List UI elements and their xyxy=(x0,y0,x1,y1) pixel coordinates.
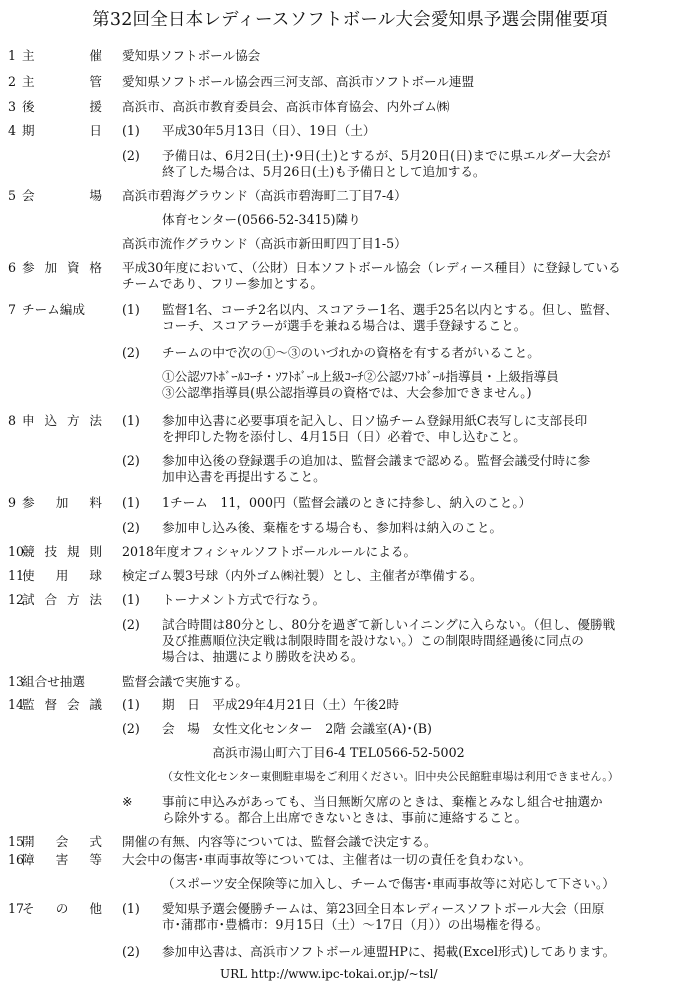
item-text: ら除外する。都合上出席できないときは、事前に連絡すること。 xyxy=(162,810,528,825)
item-number: 2 xyxy=(8,74,17,89)
item-label: 主 管 xyxy=(22,74,102,89)
sub-mark: (1) xyxy=(122,123,140,138)
item-text: 開催の有無、内容等については、監督会議で決定する。 xyxy=(122,834,437,849)
item-text: ③公認準指導員(県公認指導員の資格では、大会参加できません。) xyxy=(162,385,532,400)
item-label: 組合せ抽選 xyxy=(22,674,85,689)
item-number: 7 xyxy=(8,302,17,317)
item-text: 大会中の傷害･車両事故等については、主催者は一切の責任を負わない。 xyxy=(122,852,532,867)
item-number: 10 xyxy=(8,544,25,559)
item-text: 高浜市、高浜市教育委員会、高浜市体育協会、内外ゴム㈱ xyxy=(122,99,450,114)
item-text: 愛知県予選会優勝チームは、第23回全日本レディースソフトボール大会（田原 xyxy=(162,901,605,916)
item-number: 8 xyxy=(8,413,17,428)
item-text: 期 日 平成29年4月21日（土）午後2時 xyxy=(162,697,399,712)
sub-mark: (1) xyxy=(122,592,140,607)
item-label: 参 加 資 格 xyxy=(22,260,102,275)
item-number: 1 xyxy=(8,48,17,63)
item-text: 終了した場合は、5月26日(土)も予備日として追加する。 xyxy=(162,164,486,179)
item-label: 主 催 xyxy=(22,48,102,63)
sub-mark: (2) xyxy=(122,520,140,535)
item-label: 開 会 式 xyxy=(22,834,102,849)
item-text: を押印した物を添付し、4月15日（日）必着で、申し込むこと。 xyxy=(162,429,526,444)
item-number: 14 xyxy=(8,697,25,712)
sub-mark: ※ xyxy=(122,794,133,809)
item-text: チームの中で次の①～③のいづれかの資格を有する者がいること。 xyxy=(162,345,540,360)
item-text: 市･蒲郡市･豊橋市：9月15日（土）～17日（月））の出場権を得る。 xyxy=(162,917,549,932)
item-text: 体育センター(0566-52-3415)隣り xyxy=(162,212,361,227)
parking-note: （女性文化センター東側駐車場をご利用ください。旧中央公民館駐車場は利用できません。） xyxy=(162,770,619,783)
item-text: コーチ、スコアラーが選手を兼ねる場合は、選手登録すること。 xyxy=(162,318,527,333)
sub-mark: (1) xyxy=(122,901,140,916)
item-text: 愛知県ソフトボール協会 xyxy=(122,48,261,63)
sub-mark: (2) xyxy=(122,453,140,468)
item-number: 9 xyxy=(8,495,17,510)
item-label: 監 督 会 議 xyxy=(22,697,102,712)
item-number: 17 xyxy=(8,901,25,916)
item-text: 参加申し込み後、棄権をする場合も、参加料は納入のこと。 xyxy=(162,520,503,535)
item-text: 試合時間は80分とし、80分を過ぎて新しいイニングに入らない。（但し、優勝戦 xyxy=(162,617,616,632)
item-text: ①公認ｿﾌﾄﾎﾞｰﾙｺｰﾁ・ｿﾌﾄﾎﾞｰﾙ上級ｺｰﾁ②公認ｿﾌﾄﾎﾞｰﾙ指導員・上級指導員 xyxy=(162,369,559,384)
item-text: 参加申込書に必要事項を記入し、日ソ協チーム登録用紙C表写しに支部長印 xyxy=(162,413,588,428)
item-text: 事前に申込みがあっても、当日無断欠席のときは、棄権とみなし組合せ抽選か xyxy=(162,794,603,809)
item-text: 予備日は、6月2日(土)･9日(土)とするが、5月20日(日)までに県エルダー大会が xyxy=(162,148,611,163)
item-number: 5 xyxy=(8,188,17,203)
item-text: 高浜市流作グラウンド（高浜市新田町四丁目1-5） xyxy=(122,236,407,251)
item-text: 参加申込書は、高浜市ソフトボール連盟HPに、掲載(Excel形式)してあります。 xyxy=(162,944,616,959)
page-title: 第32回全日本レディースソフトボール大会愛知県予選会開催要項 xyxy=(92,10,608,30)
item-text: 監督会議で実施する。 xyxy=(122,674,248,689)
item-text: トーナメント方式で行なう。 xyxy=(162,592,326,607)
sub-mark: (2) xyxy=(122,721,140,736)
item-text: 監督1名、コーチ2名以内、スコアラー1名、選手25名以内とする。但し、監督、 xyxy=(162,302,618,317)
item-number: 11 xyxy=(8,568,25,583)
sub-mark: (1) xyxy=(122,413,140,428)
item-text: 参加申込後の登録選手の追加は、監督会議まで認める。監督会議受付時に参 xyxy=(162,453,591,468)
item-label: そ の 他 xyxy=(22,901,102,916)
item-text: 高浜市碧海グラウンド（高浜市碧海町二丁目7-4） xyxy=(122,188,407,203)
item-label: チーム編成 xyxy=(22,302,85,317)
sub-mark: (2) xyxy=(122,345,140,360)
item-label: 試 合 方 法 xyxy=(22,592,102,607)
item-label: 後 援 xyxy=(22,99,102,114)
item-text: 2018年度オフィシャルソフトボールルールによる。 xyxy=(122,544,417,559)
item-number: 4 xyxy=(8,123,17,138)
item-label: 申 込 方 法 xyxy=(22,413,102,428)
item-text: 平成30年度において、（公財）日本ソフトボール協会（レディース種目）に登録している xyxy=(122,260,621,275)
item-text: チームであり、フリー参加とする。 xyxy=(122,276,323,291)
item-label: 競 技 規 則 xyxy=(22,544,102,559)
item-text: 会 場 女性文化センター 2階 会議室(A)･(B) xyxy=(162,721,432,736)
item-text: 高浜市湯山町六丁目6-4 TEL0566-52-5002 xyxy=(162,745,465,760)
sub-mark: (1) xyxy=(122,302,140,317)
item-label: 参 加 料 xyxy=(22,495,102,510)
url-link[interactable]: URL http://www.ipc-tokai.or.jp/~tsl/ xyxy=(220,967,438,981)
item-number: 16 xyxy=(8,852,25,867)
item-number: 15 xyxy=(8,834,25,849)
item-text: 検定ゴム製3号球（内外ゴム㈱社製）とし、主催者が準備する。 xyxy=(122,568,483,583)
item-text: 平成30年5月13日（日）、19日（土） xyxy=(162,123,376,138)
item-text: 場合は、抽選により勝敗を決める。 xyxy=(162,649,364,664)
item-label: 使 用 球 xyxy=(22,568,102,583)
sub-mark: (2) xyxy=(122,944,140,959)
item-text: 加申込書を再提出すること。 xyxy=(162,469,326,484)
item-text: 及び推薦順位決定戦は制限時間を設けない。）この制限時間経過後に同点の xyxy=(162,633,584,648)
item-number: 13 xyxy=(8,674,25,689)
sub-mark: (2) xyxy=(122,148,140,163)
sub-mark: (2) xyxy=(122,617,140,632)
item-number: 3 xyxy=(8,99,17,114)
item-label: 障 害 等 xyxy=(22,852,102,867)
item-label: 期 日 xyxy=(22,123,102,138)
item-label: 会 場 xyxy=(22,188,102,203)
item-number: 12 xyxy=(8,592,25,607)
item-text: 1チーム 11，000円（監督会議のときに持参し、納入のこと。） xyxy=(162,495,532,510)
sub-mark: (1) xyxy=(122,495,140,510)
sub-mark: (1) xyxy=(122,697,140,712)
item-text: （スポーツ安全保険等に加入し、チームで傷害･車両事故等に対応して下さい。） xyxy=(162,876,615,891)
item-number: 6 xyxy=(8,260,17,275)
item-text: 愛知県ソフトボール協会西三河支部、高浜市ソフトボール連盟 xyxy=(122,74,475,89)
